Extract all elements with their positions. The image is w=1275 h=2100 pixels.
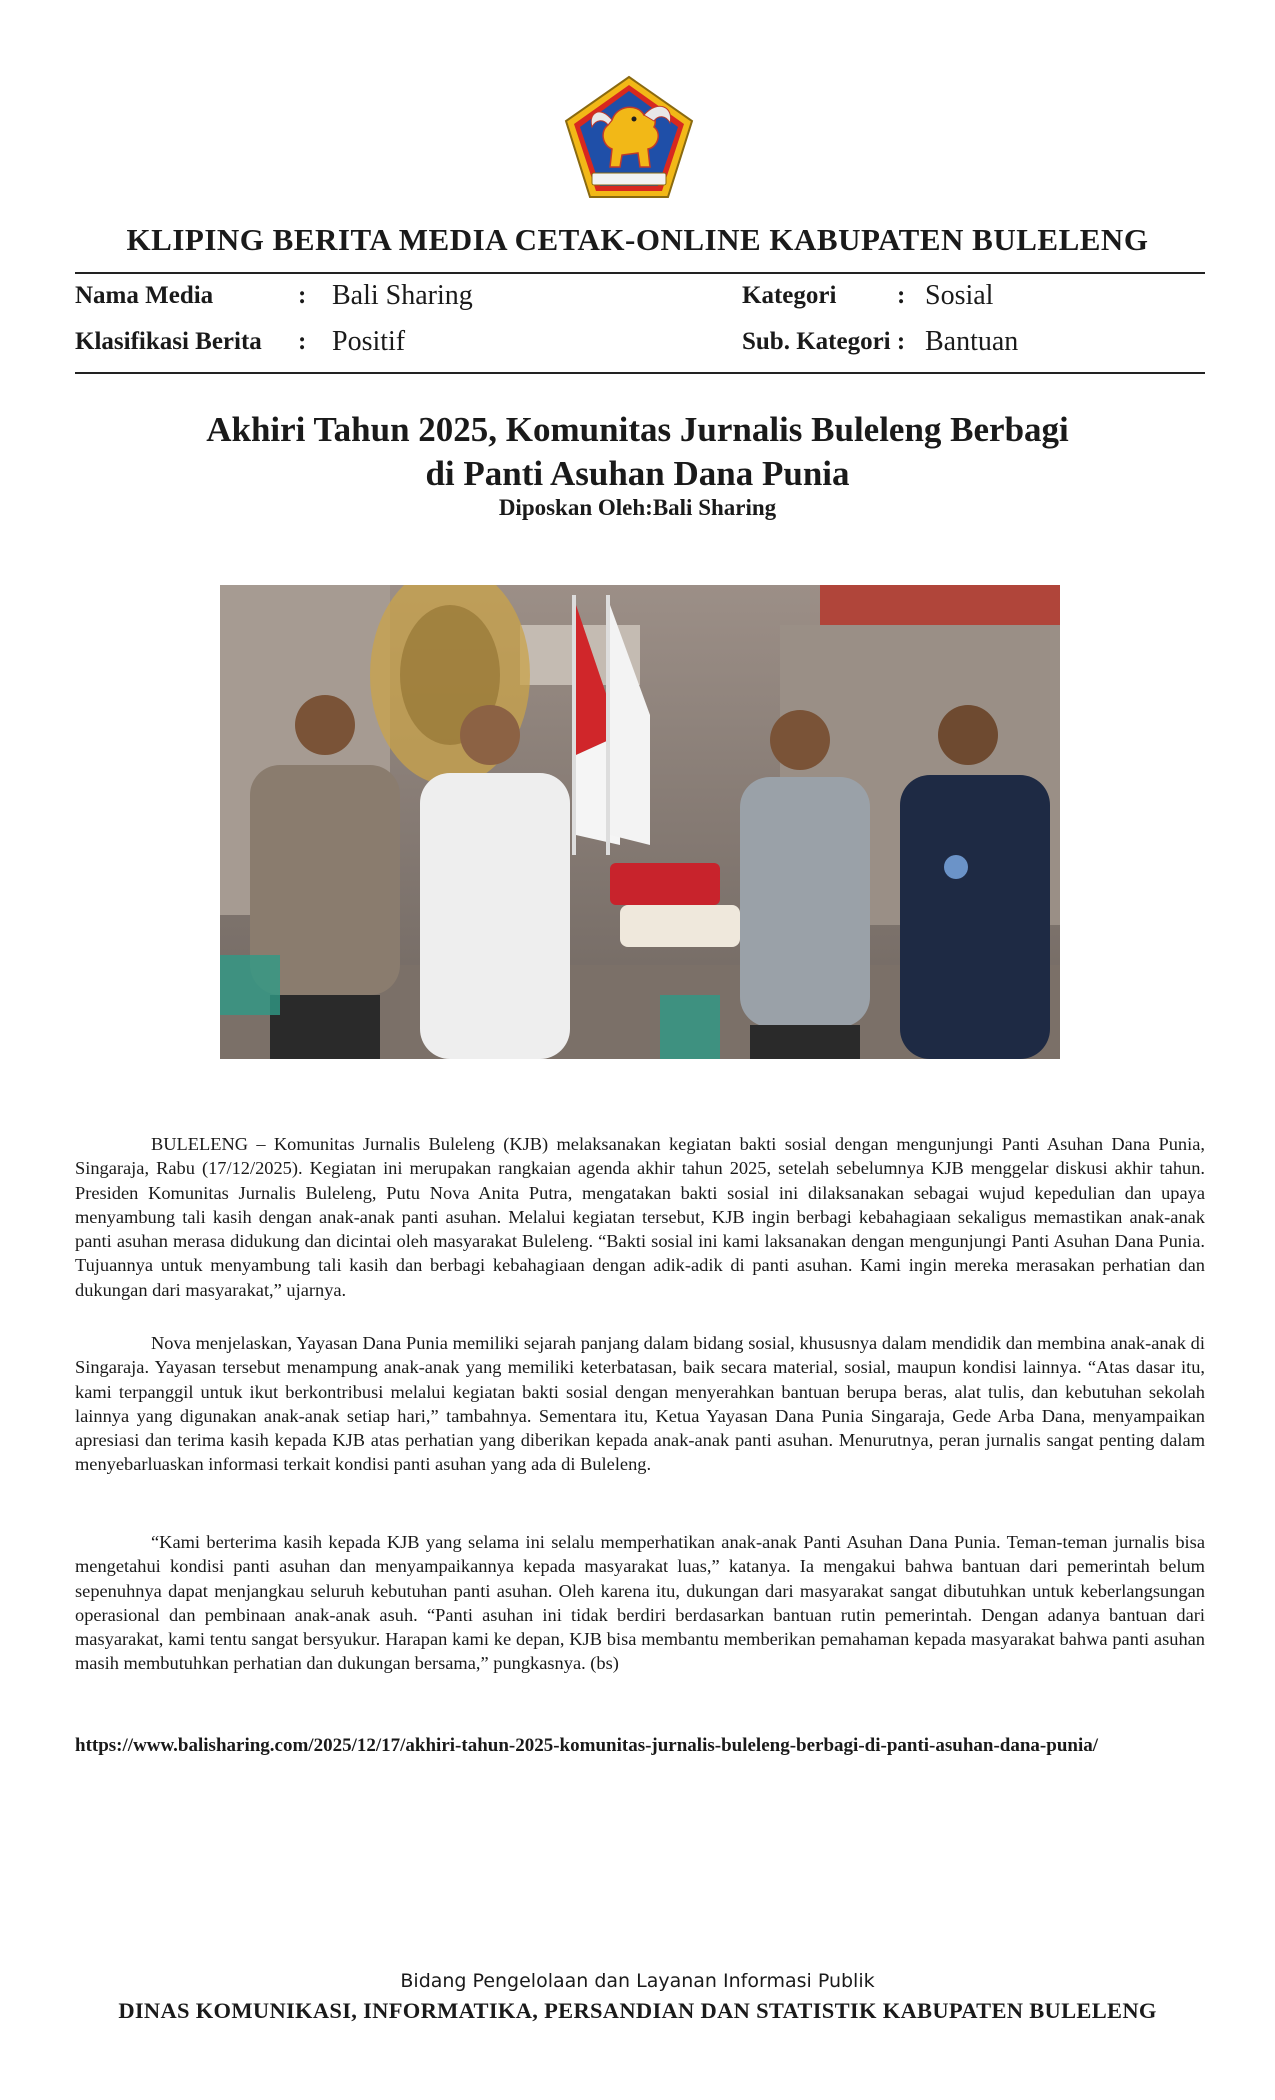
klasifikasi-berita-label: Klasifikasi Berita bbox=[75, 328, 262, 355]
article-photo bbox=[220, 585, 1060, 1059]
kategori-colon: : bbox=[897, 282, 906, 309]
nama-media-label: Nama Media bbox=[75, 282, 214, 309]
footer-agency: DINAS KOMUNIKASI, INFORMATIKA, PERSANDIAN DAN STATISTIK KABUPATEN BULELENG bbox=[118, 1998, 1157, 2023]
article-paragraph bbox=[75, 1530, 1205, 1676]
article-title-line-1: Akhiri Tahun 2025, Komunitas Jurnalis Buleleng Berbagi bbox=[206, 410, 1069, 449]
header-divider-bottom bbox=[75, 372, 1205, 374]
article-title-line-2: di Panti Asuhan Dana Punia bbox=[425, 454, 850, 493]
kategori-value: Sosial bbox=[925, 280, 994, 311]
clipping-header-title: KLIPING BERITA MEDIA CETAK-ONLINE KABUPATEN BULELENG bbox=[126, 222, 1149, 257]
article-paragraph-3: “Kami berterima kasih kepada KJB yang selama ini selalu memperhatikan anak-anak Panti Asuhan Dana Punia. Teman-teman jurnalis bisa mengetahui kondisi panti asuhan dan menyampaikannya kepada masyarakat luas,” katanya. Ia mengakui bahwa bantuan dari pemerintah belum sepenuhnya dapat menjangkau seluruh kebutuhan panti asuhan. Oleh karena itu, dukungan dari masyarakat sangat dibutuhkan untuk keberlangsungan operasional dan pembinaan anak-anak asuh. “Panti asuhan ini tidak berdiri berdasarkan bantuan rutin pemerintah. Dengan adanya bantuan dari masyarakat, kami tentu sangat bersyukur. Harapan kami ke depan, KJB bisa membantu memberikan pemahaman kepada masyarakat bahwa panti asuhan masih membutuhkan perhatian dan dukungan bersama,” pungkasnya. (bs) bbox=[75, 1532, 1205, 1674]
article-byline: Diposkan Oleh:Bali Sharing bbox=[498, 495, 777, 520]
klasifikasi-berita-value: Positif bbox=[332, 326, 406, 357]
sub-kategori-label: Sub. Kategori : bbox=[742, 328, 906, 355]
article-paragraph bbox=[75, 1331, 1205, 1477]
source-url-link[interactable]: https://www.balisharing.com/2025/12/17/akhiri-tahun-2025-komunitas-jurnalis-buleleng-berbagi-di-panti-asuhan-dana-punia/ bbox=[75, 1735, 1099, 1756]
article-paragraph bbox=[75, 1132, 1205, 1302]
header-divider-top bbox=[75, 272, 1205, 274]
klasifikasi-berita-colon: : bbox=[298, 328, 307, 355]
kategori-label: Kategori bbox=[742, 282, 837, 309]
sub-kategori-value: Bantuan bbox=[925, 326, 1019, 357]
article-paragraph-1: BULELENG – Komunitas Jurnalis Buleleng (KJB) melaksanakan kegiatan bakti sosial dengan mengunjungi Panti Asuhan Dana Punia, Singaraja, Rabu (17/12/2025). Kegiatan ini merupakan rangkaian agenda akhir tahun 2025, setelah sebelumnya KJB menggelar diskusi akhir tahun. Presiden Komunitas Jurnalis Buleleng, Putu Nova Anita Putra, mengatakan bakti sosial ini dilaksanakan sebagai wujud kepedulian dan upaya menyambung tali kasih dengan anak-anak panti asuhan. Melalui kegiatan tersebut, KJB ingin berbagi kebahagiaan sekaligus memastikan anak-anak panti asuhan merasa didukung dan dicintai oleh masyarakat Buleleng. “Bakti sosial ini kami laksanakan dengan mengunjungi Panti Asuhan Dana Punia. Tujuannya untuk menyambung tali kasih dan berbagi kebahagiaan dengan adik-adik di panti asuhan. Kami ingin mereka merasakan perhatian dan dukungan dari masyarakat,” ujarnya. bbox=[75, 1134, 1205, 1300]
nama-media-colon: : bbox=[298, 282, 307, 309]
nama-media-value: Bali Sharing bbox=[332, 280, 473, 311]
buleleng-regency-emblem-icon bbox=[562, 75, 696, 201]
footer-department: Bidang Pengelolaan dan Layanan Informasi Publik bbox=[400, 1970, 875, 1992]
article-paragraph-2: Nova menjelaskan, Yayasan Dana Punia memiliki sejarah panjang dalam bidang sosial, khususnya dalam mendidik dan membina anak-anak di Singaraja. Yayasan tersebut menampung anak-anak yang memiliki keterbatasan, baik secara material, sosial, maupun kondisi lainnya. “Atas dasar itu, kami terpanggil untuk ikut berkontribusi melalui kegiatan bakti sosial dengan menyerahkan bantuan berupa beras, alat tulis, dan kebutuhan sekolah lainnya yang digunakan anak-anak setiap hari,” tambahnya. Sementara itu, Ketua Yayasan Dana Punia Singaraja, Gede Arba Dana, menyampaikan apresiasi dan terima kasih kepada KJB atas perhatian yang diberikan kepada anak-anak panti asuhan. Menurutnya, peran jurnalis sangat penting dalam menyebarluaskan informasi terkait kondisi panti asuhan yang ada di Buleleng. bbox=[75, 1333, 1205, 1475]
